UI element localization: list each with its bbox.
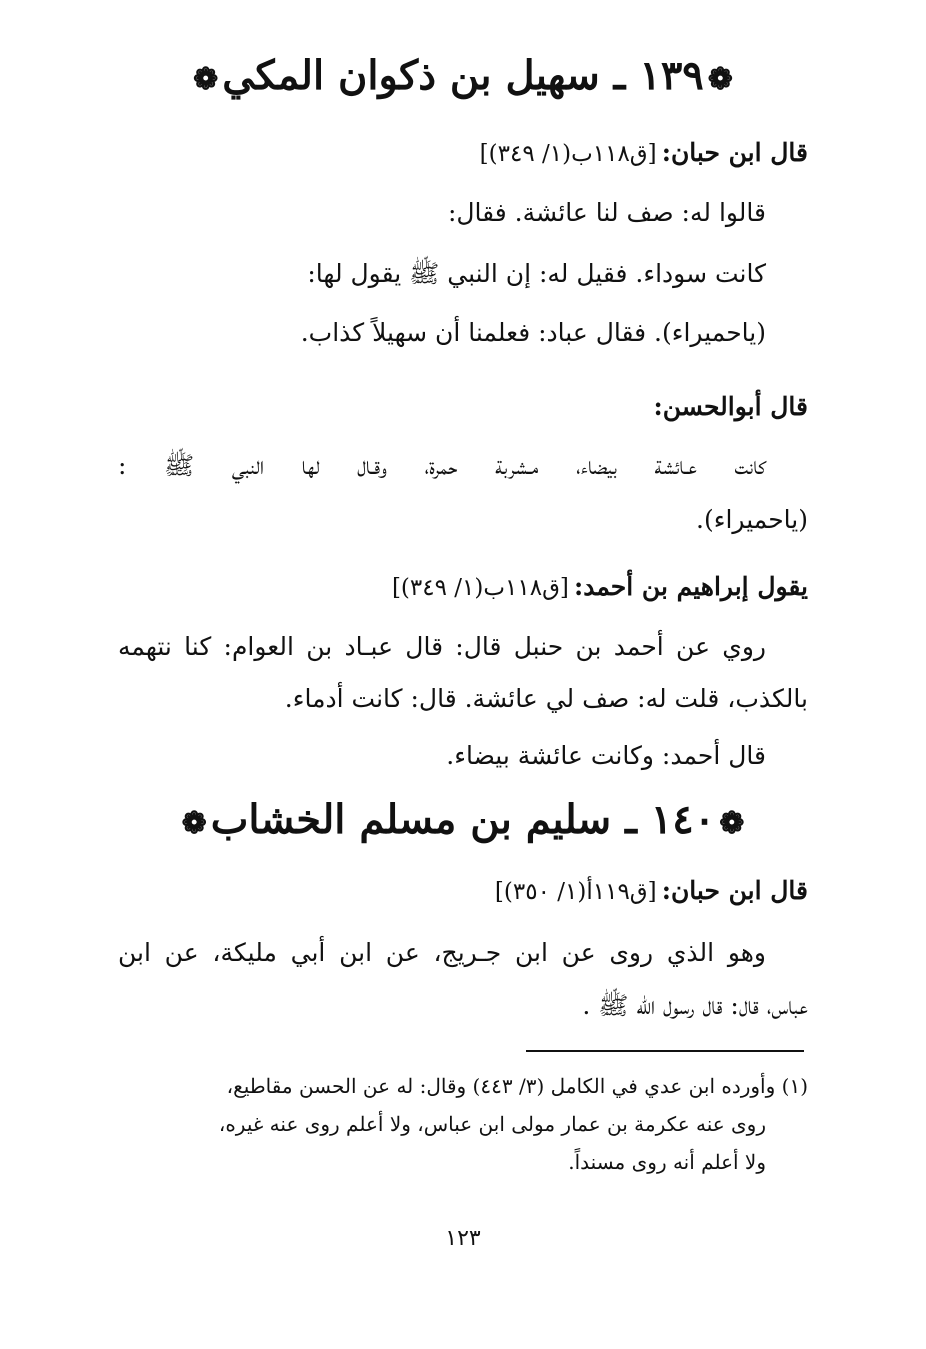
text-line: قال أحمد: وكانت عائشة بيضاء. (446, 741, 766, 770)
section-label-line (392, 572, 808, 601)
ornament-left-icon: ❁ (193, 61, 219, 97)
footnote-line: (١) وأورده ابن عدي في الكامل (٣/ ٤٤٣) وقال: له عن الحسن مقاطيع، (226, 1074, 808, 1098)
speaker-label: قال ابن حبان: (661, 138, 808, 167)
speaker-label: يقول إبراهيم بن أحمد: (574, 572, 808, 601)
entry-heading-140 (0, 796, 926, 843)
text-line: كانت عـائشة بيضاء، مـشربة حمرة، وقـال لها النبي ﷺ : (118, 451, 766, 480)
text-line: بالكذب، قلت له: صف لي عائشة. قال: كانت أدماء. (284, 684, 808, 713)
manuscript-reference: [ق١١٨ب(١/ ٣٤٩)] (479, 141, 657, 167)
page-number: ١٢٣ (445, 1226, 481, 1251)
entry-heading-text: ١٣٩ ـ سهيل بن ذكوان المكي (222, 52, 704, 99)
ornament-right-icon: ❁ (707, 61, 733, 97)
ornament-right-icon: ❁ (719, 805, 745, 841)
text-line: (ياحميراء). (696, 505, 808, 534)
section-label-line (653, 392, 808, 421)
manuscript-reference: [ق١١٩أ(١/ ٣٥٠)] (494, 879, 657, 905)
section-label-line (495, 876, 808, 905)
manuscript-reference: [ق١١٨ب(١/ ٣٤٩)] (391, 575, 569, 601)
text-line: عباس، قال: قال رسول الله ﷺ . (582, 991, 808, 1020)
section-label-line (480, 138, 808, 167)
text-line: كانت سوداء. فقيل له: إن النبي ﷺ يقول لها: (307, 259, 766, 288)
text-line: روي عن أحمد بن حنبل قال: قال عبـاد بن العوام: كنا نتهمه (118, 632, 766, 661)
ornament-left-icon: ❁ (181, 805, 207, 841)
text-line: وهو الذي روى عن ابن جـريج، عن ابن أبي مليكة، عن ابن (118, 938, 766, 967)
footnote-line: ولا أعلم أنه روى مسنداً. (568, 1150, 766, 1174)
entry-heading-text: ١٤٠ ـ سليم بن مسلم الخشاب (210, 796, 716, 843)
speaker-label: قال ابن حبان: (661, 876, 808, 905)
text-line: (ياحميراء). فقال عباد: فعلمنا أن سهيلاً كذاب. (300, 318, 766, 347)
entry-heading-139 (0, 52, 926, 99)
text-line: قالوا له: صف لنا عائشة. فقال: (447, 198, 766, 227)
footnote-divider (526, 1050, 804, 1052)
speaker-label: قال أبوالحسن: (653, 392, 808, 421)
footnote-line: روى عنه عكرمة بن عمار مولى ابن عباس، ولا أعلم روى عنه غيره، (218, 1112, 766, 1136)
